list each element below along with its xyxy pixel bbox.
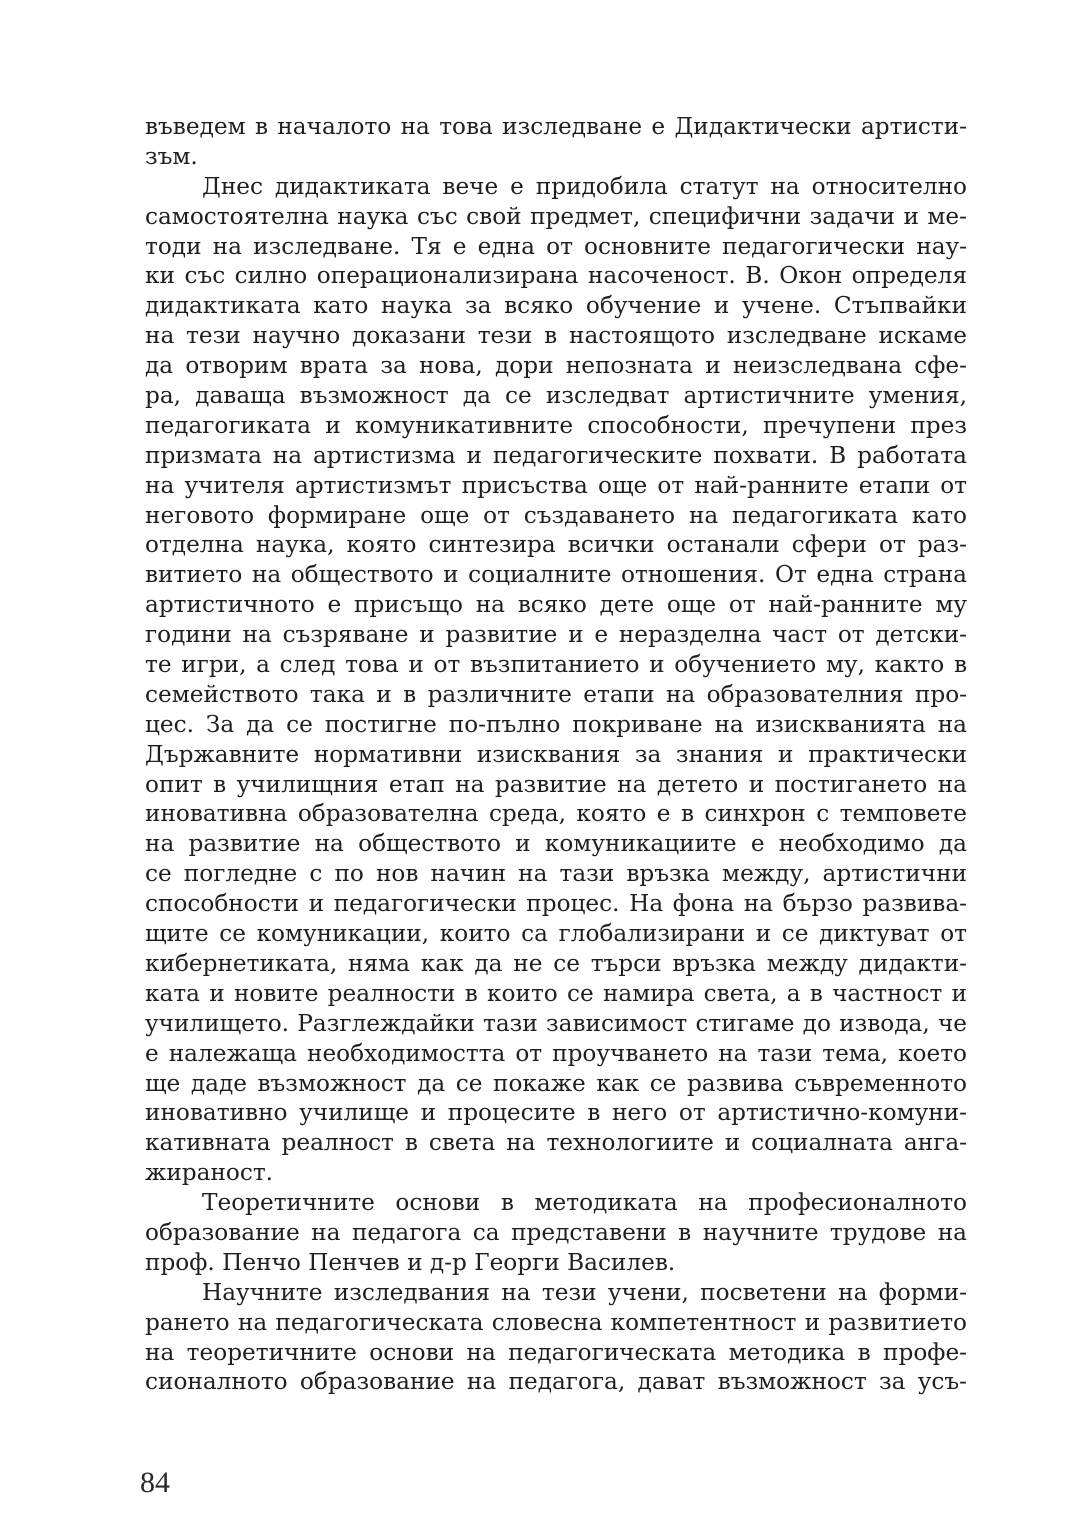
text-line: Теоретичните основи в методиката на професионалното (202, 1189, 967, 1217)
paragraph-3 (145, 1188, 967, 1278)
text-line: педагогиката и комуникативните способности, пречупени през (145, 411, 967, 439)
text-line: години на съзряване и развитие и е неразделна част от детски- (145, 621, 967, 649)
text-line: на тези научно доказани тези в настоящото изследване искаме (145, 322, 967, 350)
paragraph-2 (145, 172, 967, 1188)
text-line: призмата на артистизма и педагогическите похвати. В работата (145, 441, 967, 469)
text-line: е належаща необходимостта от проучването на тази тема, което (145, 1039, 967, 1067)
text-line: образование на педагога са представени в научните трудове на (145, 1218, 967, 1246)
text-line: въведем в началото на това изследване е Дидактически артисти- (145, 113, 967, 140)
text-line: опит в училищния етап на развитие на детето и постигането на (145, 770, 967, 798)
text-line: зъм. (145, 142, 198, 170)
text-line: училището. Разглеждайки тази зависимост стигаме до извода, че (145, 1009, 967, 1037)
text-line: те игри, а след това и от възпитанието и обучението му, както в (145, 651, 967, 679)
text-line: ки със силно операционализирана насоченост. В. Окон определя (145, 262, 967, 290)
text-line: кибернетиката, няма как да не се търси връзка между дидакти- (145, 949, 967, 977)
text-line: щите се комуникации, които са глобализирани и се диктуват от (145, 920, 967, 948)
text-line: дидактиката като наука за всяко обучение и учене. Стъпвайки (145, 292, 967, 320)
text-line: самостоятелна наука със свой предмет, специфични задачи и ме- (145, 202, 967, 230)
text-line: ра, даваща възможност да се изследват артистичните умения, (145, 382, 967, 410)
text-line: иновативно училище и процесите в него от артистично-комуни- (145, 1099, 967, 1127)
text-line: Държавните нормативни изисквания за знания и практически (145, 740, 967, 768)
text-line: да отворим врата за нова, дори непозната и неизследвана сфе- (145, 352, 967, 380)
text-line: отделна наука, която синтезира всички останали сфери от раз- (145, 531, 967, 559)
text-line: витието на обществото и социалните отношения. От една страна (145, 561, 967, 589)
text-line: иновативна образователна среда, която е в синхрон с темповете (145, 800, 967, 828)
text-line: рането на педагогическата словесна компетентност и развитието (145, 1308, 967, 1336)
text-line: ката и новите реалности в които се намира света, а в частност и (145, 979, 967, 1007)
text-line: се погледне с по нов начин на тази връзка между, артистични (145, 860, 967, 888)
text-line: Научните изследвания на тези учени, посветени на форми- (202, 1278, 967, 1306)
text-line: ще даде възможност да се покаже как се развива съвременното (145, 1069, 967, 1097)
text-line: способности и педагогически процес. На фона на бързо развива- (145, 890, 967, 918)
paragraph-1 (145, 112, 967, 172)
text-line: Днес дидактиката вече е придобила статут на относително (202, 172, 967, 200)
text-line: на теоретичните основи на педагогическата методика в профе- (145, 1338, 967, 1366)
text-line: цес. За да се постигне по-пълно покриване на изискванията на (145, 710, 967, 738)
text-line: на развитие на обществото и комуникациите е необходимо да (145, 830, 967, 858)
text-line: артистичното е присъщо на всяко дете още от най-ранните му (145, 591, 967, 619)
paragraph-4 (145, 1278, 967, 1398)
text-line: проф. Пенчо Пенчев и д-р Георги Василев. (145, 1248, 676, 1276)
text-line: кативната реалност в света на технологиите и социалната анга- (145, 1129, 967, 1157)
page-number: 84 (140, 1466, 170, 1499)
text-line: на учителя артистизмът присъства още от най-ранните етапи от (145, 471, 967, 499)
body-text (145, 112, 967, 1397)
text-line: тоди на изследване. Тя е една от основните педагогически нау- (145, 232, 967, 260)
text-line: жираност. (145, 1159, 274, 1187)
text-line: неговото формиране още от създаването на педагогиката като (145, 501, 967, 529)
text-line: сионалното образование на педагога, дават възможност за усъ- (145, 1368, 967, 1396)
text-line: семейството така и в различните етапи на образователния про- (145, 680, 967, 708)
